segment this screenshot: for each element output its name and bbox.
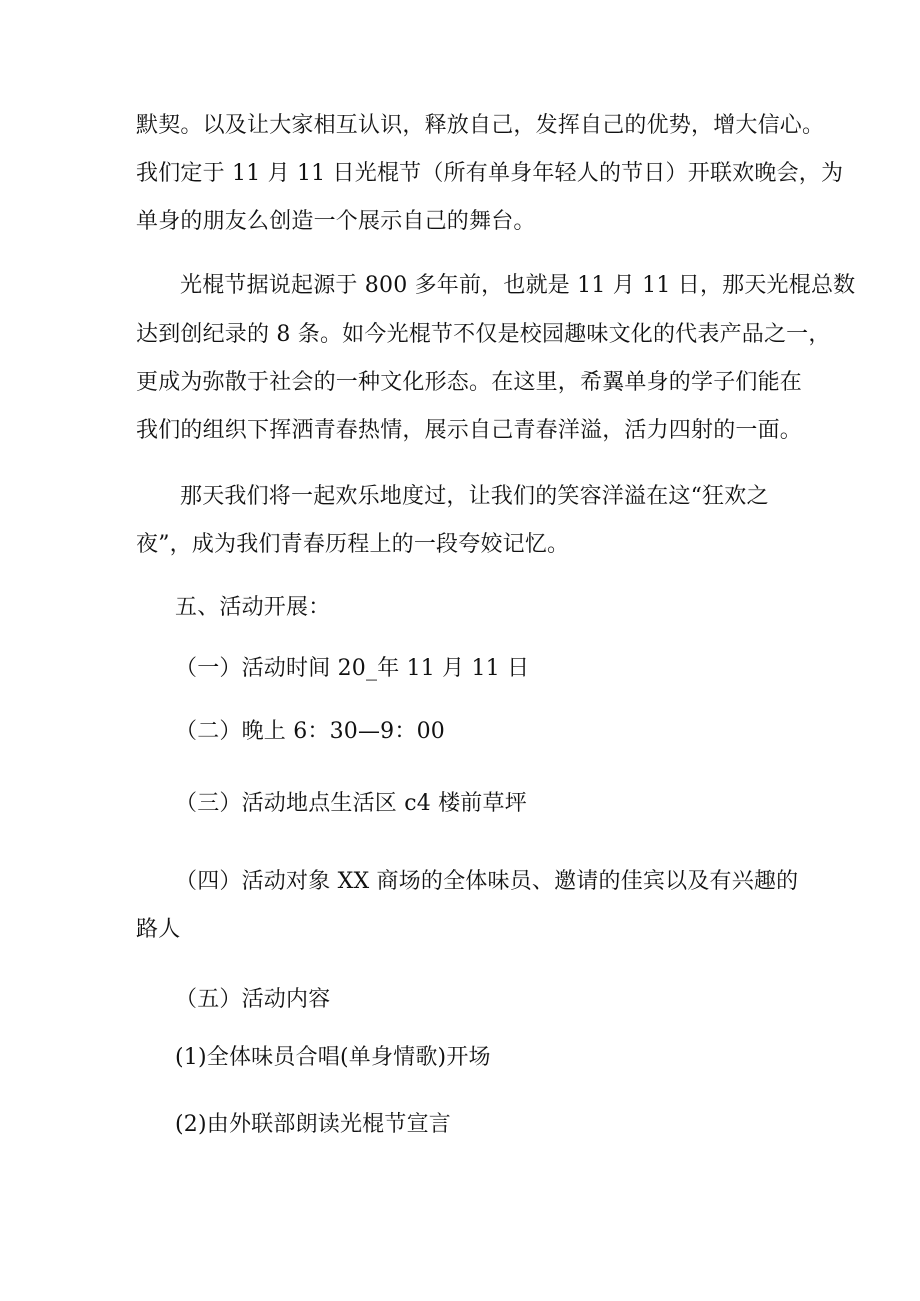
activity-time: （一）活动时间 20_年 11 月 11 日	[175, 656, 530, 681]
paragraph-3-line-1: 那天我们将一起欢乐地度过，让我们的笑容洋溢在这“狂欢之	[180, 484, 769, 509]
paragraph-1-line-1: 默契。以及让大家相互认识，释放自己，发挥自己的优势，增大信心。	[136, 113, 825, 138]
paragraph-2-line-1: 光棍节据说起源于 800 多年前，也就是 11 月 11 日，那天光棍总数	[180, 273, 856, 298]
content-item-1: (1)全体味员合唱(单身情歌)开场	[175, 1045, 491, 1070]
activity-audience-line-1: （四）活动对象 XX 商场的全体味员、邀请的佳宾以及有兴趣的	[175, 869, 799, 894]
activity-content-heading: （五）活动内容	[175, 987, 331, 1012]
activity-hours: （二）晚上 6：30—9：00	[175, 719, 445, 744]
paragraph-1-line-3: 单身的朋友么创造一个展示自己的舞台。	[136, 209, 536, 234]
paragraph-2-line-3: 更成为弥散于社会的一种文化形态。在这里，希翼单身的学子们能在	[136, 370, 803, 395]
paragraph-3-line-2: 夜”，成为我们青春历程上的一段夸姣记忆。	[136, 532, 570, 557]
content-item-2: (2)由外联部朗读光棍节宣言	[175, 1112, 451, 1137]
paragraph-1-line-2: 我们定于 11 月 11 日光棍节（所有单身年轻人的节日）开联欢晚会，为	[136, 161, 844, 186]
section-5-heading: 五、活动开展：	[175, 595, 331, 620]
paragraph-2-line-2: 达到创纪录的 8 条。如今光棍节不仅是校园趣味文化的代表产品之一，	[136, 322, 831, 347]
activity-audience-line-2: 路人	[136, 917, 181, 942]
paragraph-2-line-4: 我们的组织下挥洒青春热情，展示自己青春洋溢，活力四射的一面。	[136, 418, 803, 443]
activity-location: （三）活动地点生活区 c4 楼前草坪	[175, 791, 527, 816]
